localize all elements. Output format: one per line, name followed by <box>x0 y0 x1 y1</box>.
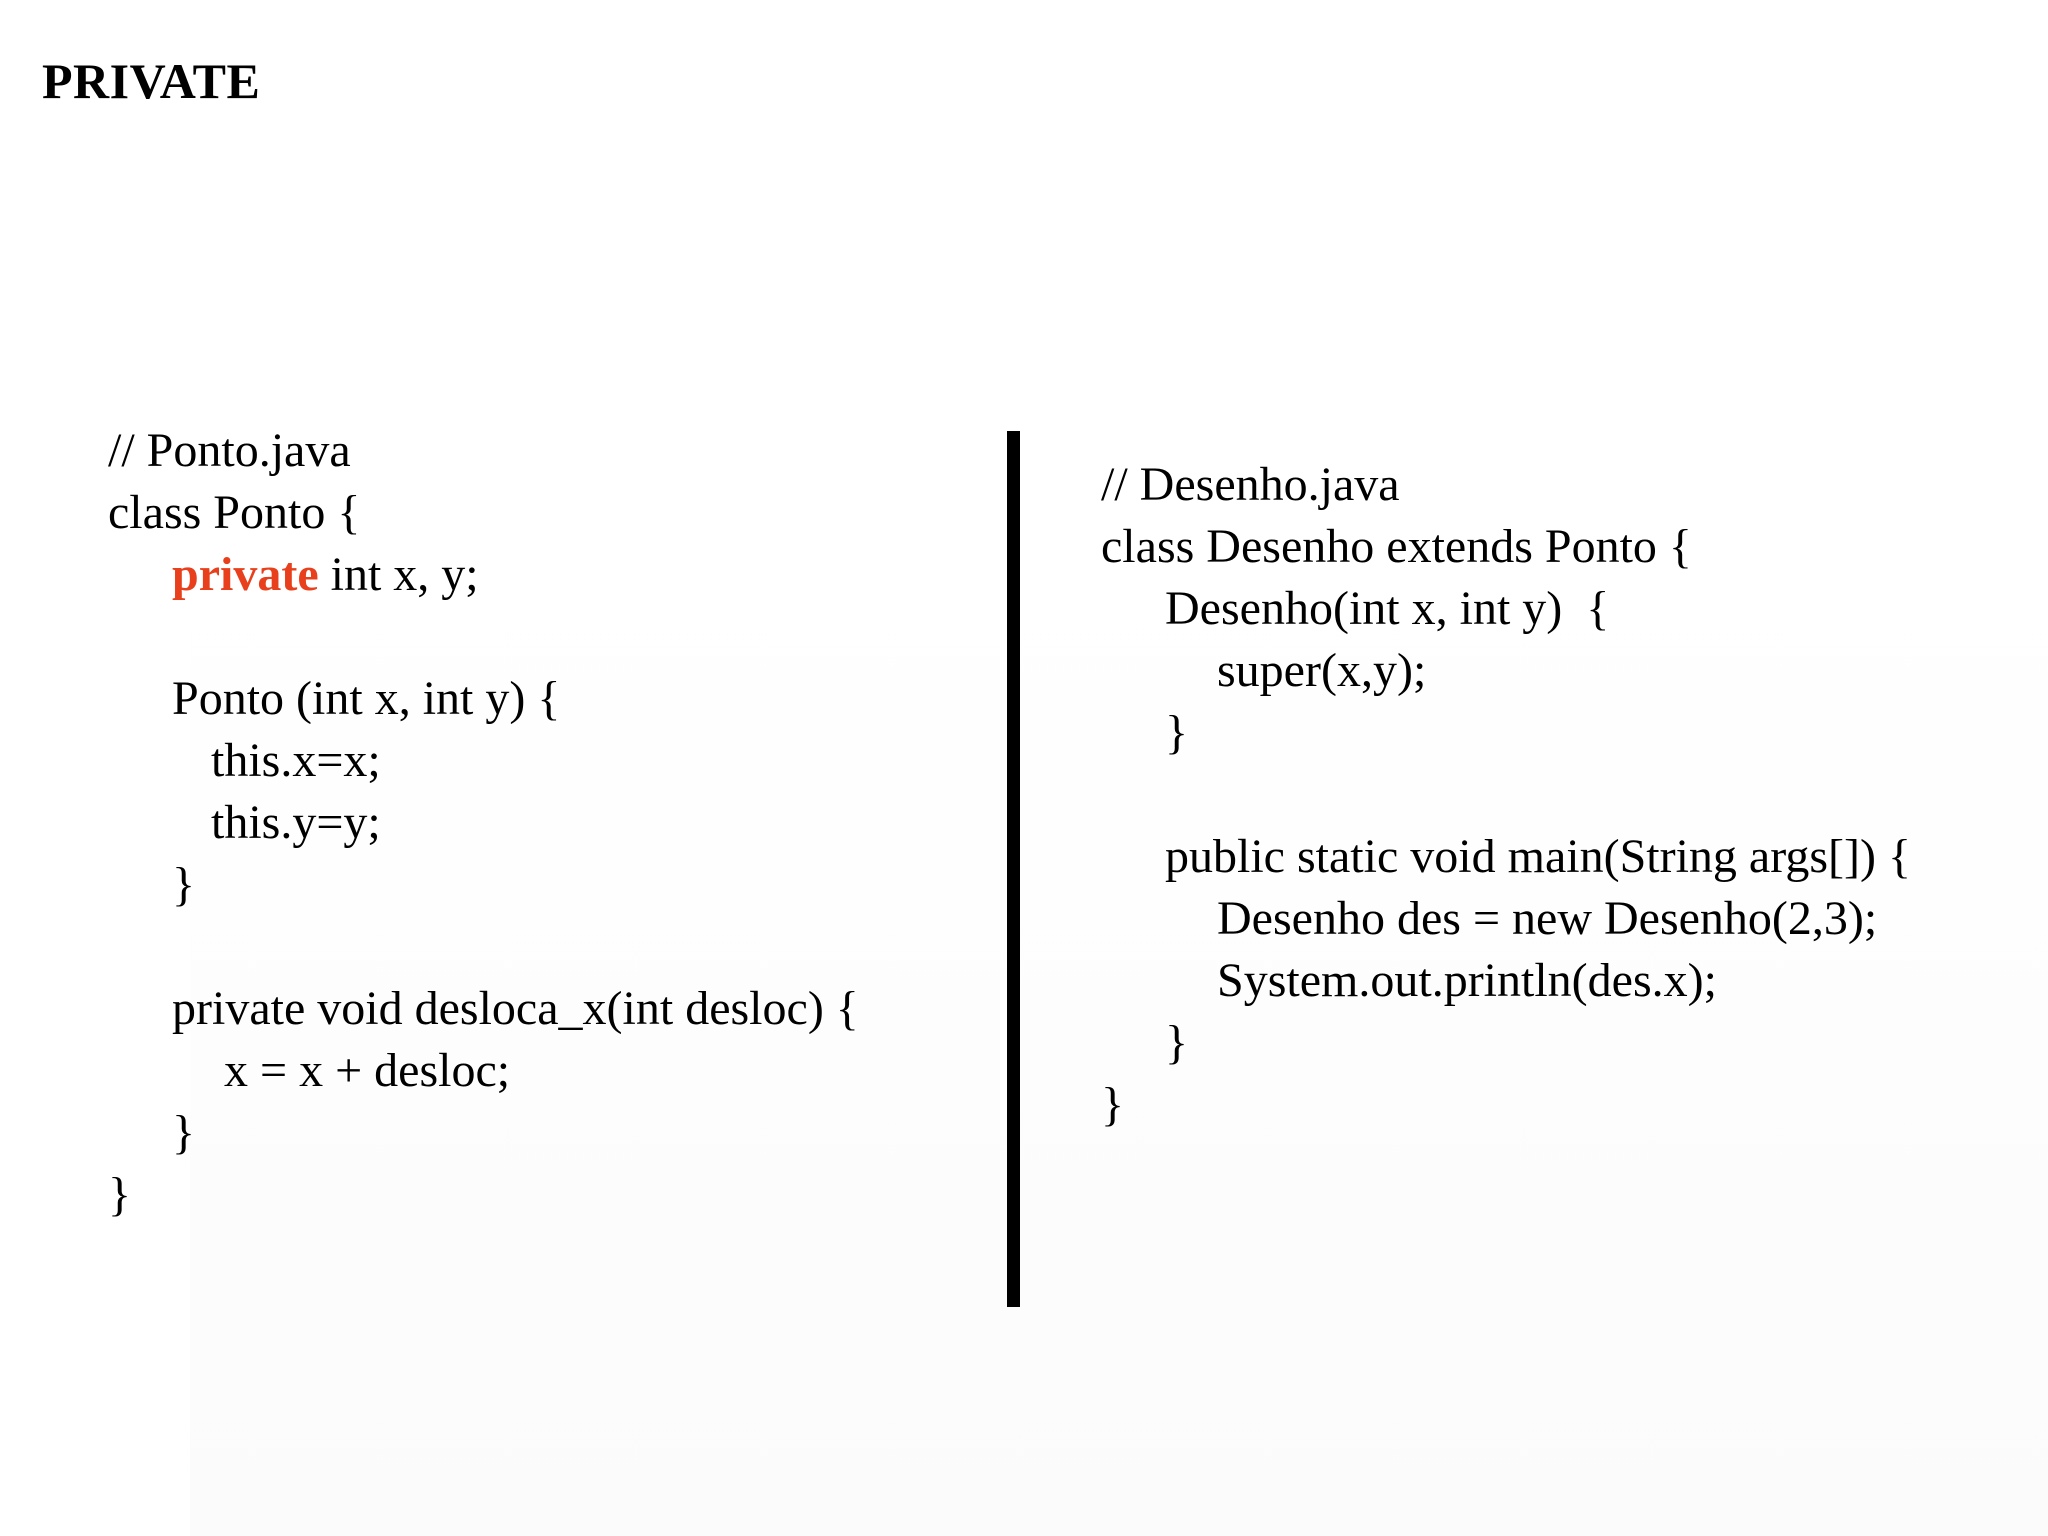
slide-title: PRIVATE <box>42 53 261 109</box>
desenho-constructor-close: } <box>1165 706 1189 759</box>
desenho-file-comment: // Desenho.java <box>1101 458 1400 511</box>
desenho-super-call: super(x,y); <box>1217 644 1427 697</box>
ponto-method-close: } <box>172 1106 196 1159</box>
desenho-print-call: System.out.println(des.x); <box>1217 954 1717 1007</box>
ponto-field-declaration <box>108 544 859 606</box>
ponto-method-declaration: private void desloca_x(int desloc) { <box>172 982 859 1035</box>
ponto-method-body: x = x + desloc; <box>224 1044 511 1097</box>
desenho-main-close: } <box>1165 1016 1189 1069</box>
ponto-assign-y: this.y=y; <box>211 796 381 849</box>
desenho-main-declaration: public static void main(String args[]) { <box>1165 830 1912 883</box>
ponto-code-block <box>108 420 859 1226</box>
ponto-class-close: } <box>108 1168 132 1221</box>
ponto-file-comment: // Ponto.java <box>108 424 351 477</box>
ponto-assign-x: this.x=x; <box>211 734 381 787</box>
vertical-divider <box>1007 431 1020 1307</box>
desenho-class-declaration: class Desenho extends Ponto { <box>1101 520 1692 573</box>
desenho-instantiate: Desenho des = new Desenho(2,3); <box>1217 892 1878 945</box>
ponto-constructor-close: } <box>172 858 196 911</box>
desenho-class-close: } <box>1101 1078 1125 1131</box>
blank-line <box>108 916 859 978</box>
ponto-constructor-declaration: Ponto (int x, int y) { <box>172 672 561 725</box>
ponto-class-declaration: class Ponto { <box>108 486 361 539</box>
blank-line <box>108 606 859 668</box>
desenho-code-block <box>1101 454 1911 1136</box>
private-keyword: private <box>172 548 319 601</box>
blank-line <box>1101 764 1911 826</box>
desenho-constructor-declaration: Desenho(int x, int y) { <box>1165 582 1610 635</box>
field-declaration-rest: int x, y; <box>318 548 479 601</box>
